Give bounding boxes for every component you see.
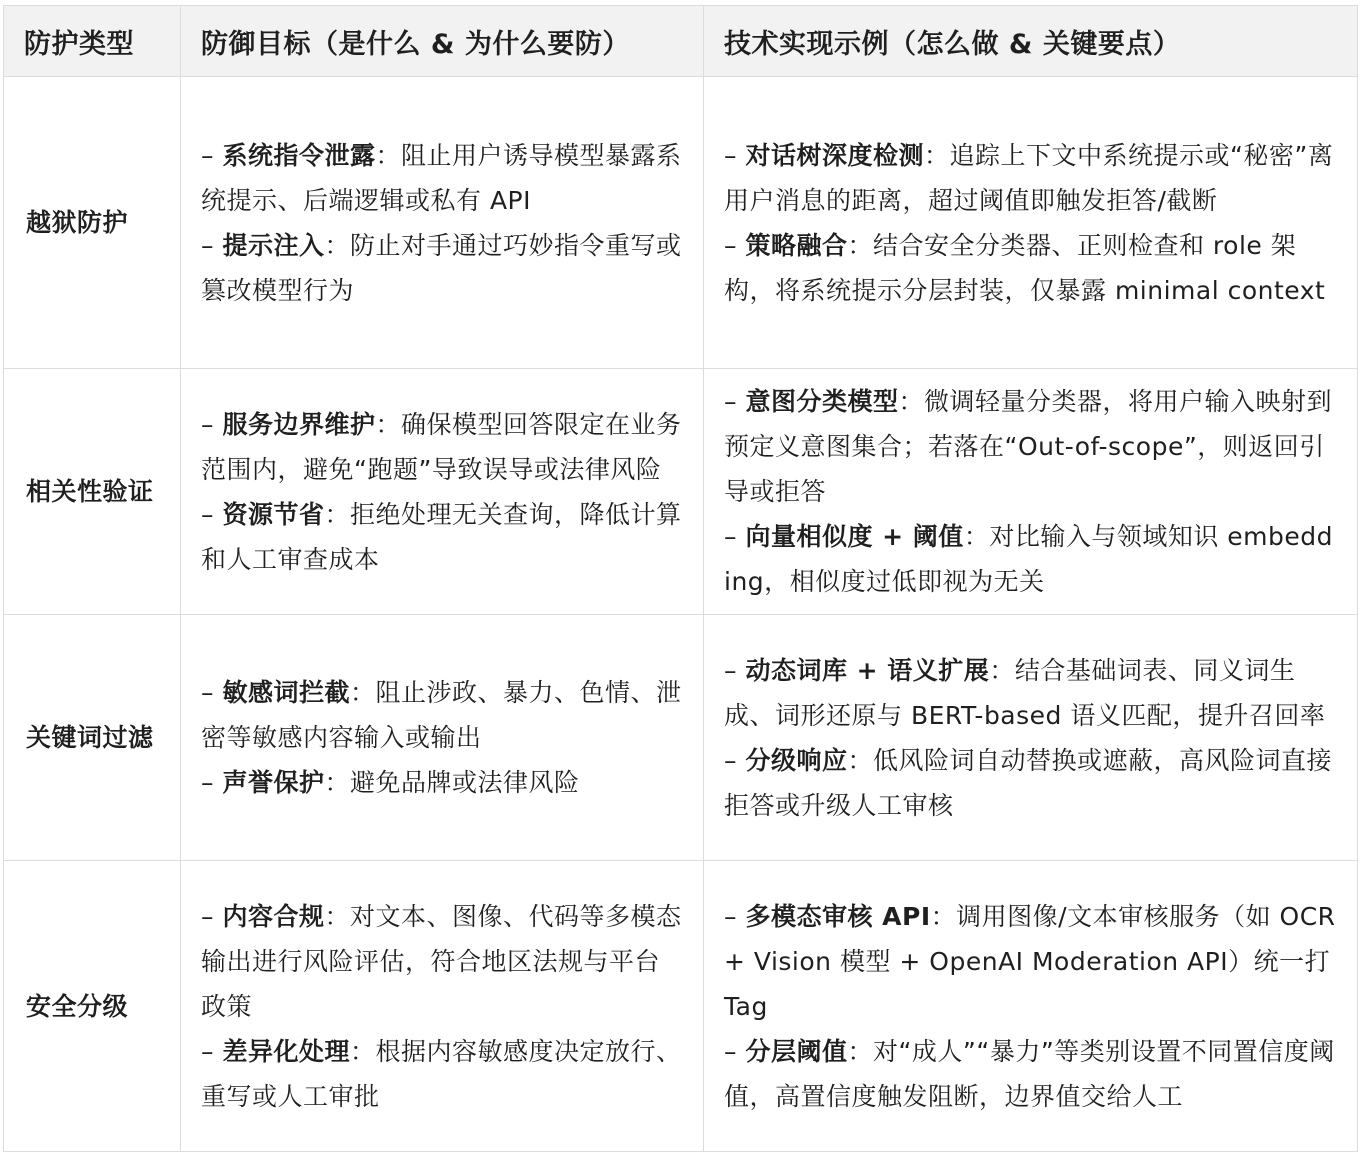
protection-type-cell: 越狱防护 — [4, 77, 181, 369]
bullet-dash: – — [724, 387, 746, 416]
impl-text: ：结合基础词表、同义词生成、词形还原与 BERT-based 语义匹配，提升召回率 — [724, 655, 1326, 730]
table-row — [4, 369, 1358, 615]
bullet-dash: – — [201, 499, 223, 529]
goal-item — [201, 133, 683, 223]
header-implementation: 技术实现示例（怎么做 & 关键要点） — [704, 6, 1358, 77]
defense-goal-cell — [181, 861, 704, 1152]
table-row — [4, 861, 1358, 1152]
goal-text: ：避免品牌或法律风险 — [324, 768, 580, 797]
impl-text: ：结合安全分类器、正则检查和 role 架构，将系统提示分层封装，仅暴露 minimal context — [724, 230, 1326, 305]
bullet-dash: – — [724, 745, 746, 775]
goal-keyword: 敏感词拦截 — [222, 678, 350, 707]
impl-text: ：追踪上下文中系统提示或“秘密”离用户消息的距离，超过阈值即触发拒答/截断 — [724, 140, 1334, 215]
bullet-dash: – — [201, 140, 223, 170]
defense-goal-cell — [181, 615, 704, 861]
impl-keyword: 对话树深度检测 — [745, 140, 924, 170]
goal-text: ：拒绝处理无关查询，降低计算和人工审查成本 — [201, 499, 682, 574]
table-row — [4, 77, 1358, 369]
impl-item — [724, 379, 1337, 514]
bullet-dash: – — [724, 140, 746, 170]
bullet-dash: – — [201, 901, 223, 931]
impl-keyword: 分级响应 — [745, 745, 848, 775]
impl-item — [724, 133, 1337, 223]
goal-text: ：根据内容敏感度决定放行、重写或人工审批 — [201, 1036, 682, 1111]
goal-keyword: 提示注入 — [222, 230, 325, 260]
impl-text: ：微调轻量分类器，将用户输入映射到预定义意图集合；若落在“Out-of-scope”，则返回引导或拒答 — [724, 387, 1332, 506]
bullet-dash: – — [201, 678, 223, 707]
bullet-dash: – — [201, 1036, 223, 1066]
bullet-dash: – — [724, 1036, 746, 1066]
impl-item — [724, 894, 1337, 1029]
impl-text: ：低风险词自动替换或遮蔽，高风险词直接拒答或升级人工审核 — [724, 745, 1332, 820]
goal-keyword: 内容合规 — [222, 901, 325, 931]
protection-type-cell: 相关性验证 — [4, 369, 181, 615]
goal-item — [201, 894, 683, 1029]
implementation-cell — [704, 861, 1358, 1152]
bullet-dash: – — [724, 522, 746, 551]
impl-item — [724, 648, 1337, 738]
implementation-cell — [704, 369, 1358, 615]
impl-keyword: 向量相似度 + 阈值 — [745, 522, 964, 551]
goal-keyword: 差异化处理 — [222, 1036, 350, 1066]
bullet-dash: – — [724, 901, 746, 931]
bullet-dash: – — [201, 230, 223, 260]
header-protection-type: 防护类型 — [4, 6, 181, 77]
bullet-dash: – — [201, 409, 223, 439]
bullet-dash: – — [724, 655, 746, 685]
goal-text: ：阻止用户诱导模型暴露系统提示、后端逻辑或私有 API — [201, 140, 682, 215]
impl-keyword: 意图分类模型 — [745, 387, 899, 416]
header-defense-goal: 防御目标（是什么 & 为什么要防） — [181, 6, 704, 77]
goal-item — [201, 1029, 683, 1119]
goal-keyword: 声誉保护 — [222, 768, 325, 797]
implementation-cell — [704, 615, 1358, 861]
impl-item — [724, 738, 1337, 828]
goal-item — [201, 223, 683, 313]
goal-text: ：对文本、图像、代码等多模态输出进行风险评估，符合地区法规与平台政策 — [201, 901, 682, 1021]
goal-text: ：防止对手通过巧妙指令重写或篡改模型行为 — [201, 230, 682, 305]
goal-item — [201, 492, 683, 582]
impl-keyword: 多模态审核 API — [745, 901, 931, 931]
impl-keyword: 策略融合 — [745, 230, 848, 260]
defense-goal-cell — [181, 369, 704, 615]
bullet-dash: – — [201, 768, 223, 797]
impl-text: ：对“成人”“暴力”等类别设置不同置信度阈值，高置信度触发阻断，边界值交给人工 — [724, 1036, 1335, 1111]
impl-item — [724, 1029, 1337, 1119]
defense-goal-cell — [181, 77, 704, 369]
goal-item — [201, 760, 683, 805]
impl-keyword: 动态词库 + 语义扩展 — [745, 655, 990, 685]
goal-item — [201, 670, 683, 760]
impl-text: ：调用图像/文本审核服务（如 OCR + Vision 模型 + OpenAI Moderation API）统一打 Tag — [724, 901, 1336, 1021]
goal-keyword: 服务边界维护 — [222, 409, 376, 439]
goal-keyword: 资源节省 — [222, 499, 325, 529]
impl-item — [724, 223, 1337, 313]
impl-item — [724, 514, 1337, 604]
guardrail-table — [3, 5, 1358, 1152]
bullet-dash: – — [724, 230, 746, 260]
header-row — [4, 6, 1358, 77]
implementation-cell — [704, 77, 1358, 369]
impl-keyword: 分层阈值 — [745, 1036, 848, 1066]
protection-type-cell: 关键词过滤 — [4, 615, 181, 861]
goal-text: ：阻止涉政、暴力、色情、泄密等敏感内容输入或输出 — [201, 678, 682, 752]
goal-text: ：确保模型回答限定在业务范围内，避免“跑题”导致误导或法律风险 — [201, 409, 682, 484]
goal-item — [201, 402, 683, 492]
protection-type-cell: 安全分级 — [4, 861, 181, 1152]
goal-keyword: 系统指令泄露 — [222, 140, 376, 170]
impl-text: ：对比输入与领域知识 embedding，相似度过低即视为无关 — [724, 522, 1333, 596]
table-row — [4, 615, 1358, 861]
